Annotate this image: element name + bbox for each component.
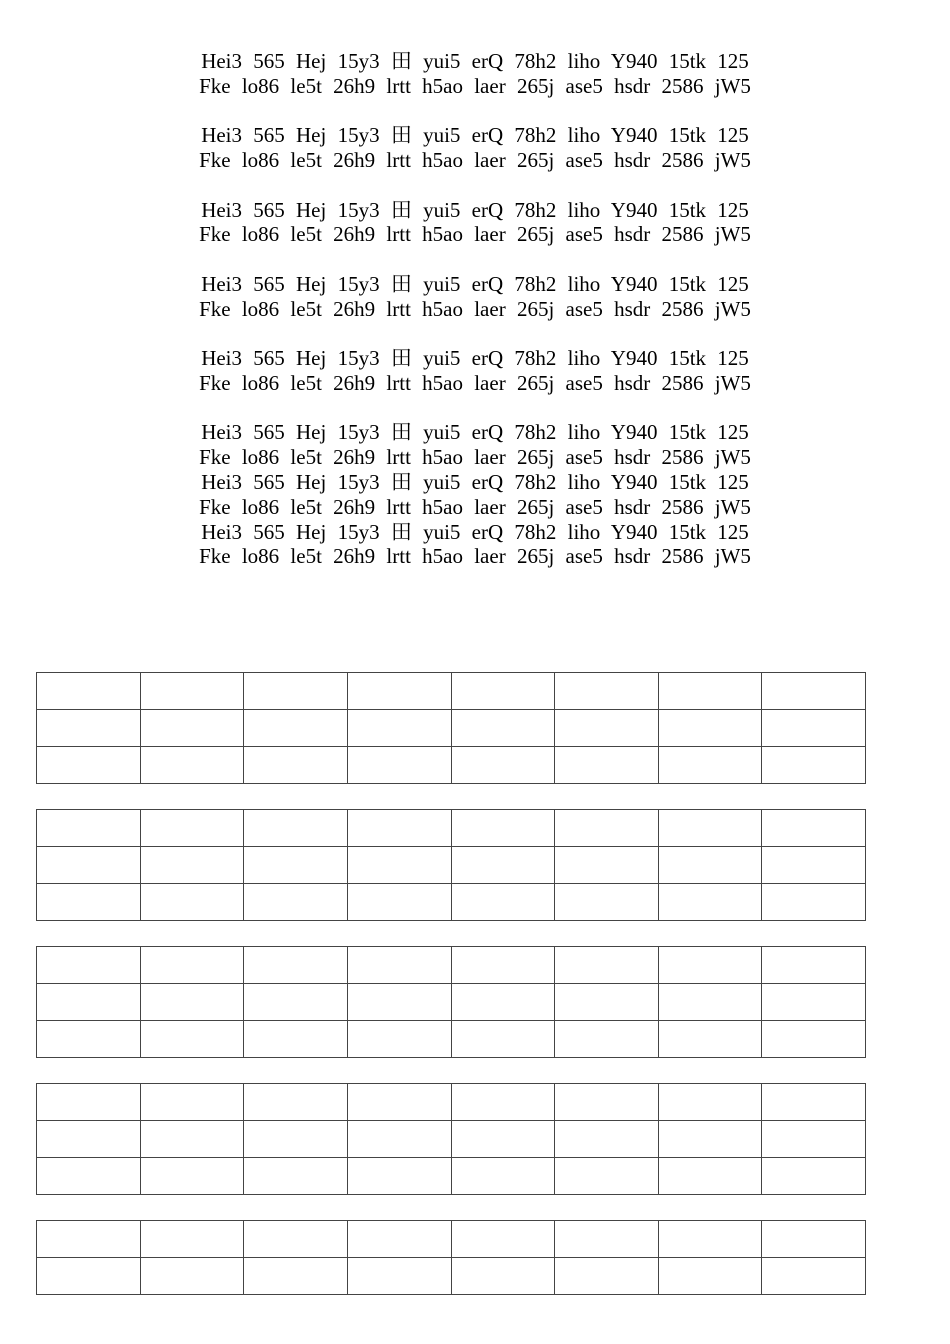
table-cell <box>555 747 659 784</box>
table-cell <box>658 1221 762 1258</box>
table-cell <box>37 1121 141 1158</box>
table-cell <box>37 673 141 710</box>
table-row <box>37 1158 866 1195</box>
table-cell <box>244 673 348 710</box>
table-cell <box>451 1084 555 1121</box>
table-cell <box>347 947 451 984</box>
table-cell <box>37 1021 141 1058</box>
table-cell <box>347 747 451 784</box>
table-cell <box>762 1158 866 1195</box>
table-cell <box>37 1158 141 1195</box>
text-line: Fke lo86 le5t 26h9 lrtt h5ao laer 265j ase5 hsdr 2586 jW5 <box>199 73 751 98</box>
table-spacer <box>36 1058 866 1083</box>
table-cell <box>37 1084 141 1121</box>
table-cell <box>347 884 451 921</box>
table-cell <box>451 710 555 747</box>
paragraph-1 <box>0 49 950 99</box>
table-cell <box>140 710 244 747</box>
table-cell <box>347 1021 451 1058</box>
text-line: Fke lo86 le5t 26h9 lrtt h5ao laer 265j ase5 hsdr 2586 jW5 <box>199 445 751 470</box>
table-cell <box>451 673 555 710</box>
table-cell <box>451 947 555 984</box>
table-cell <box>140 1021 244 1058</box>
table-cell <box>140 810 244 847</box>
table-cell <box>762 1258 866 1295</box>
table-cell <box>244 847 348 884</box>
table-cell <box>451 847 555 884</box>
table-cell <box>555 1221 659 1258</box>
table-row <box>37 884 866 921</box>
table-cell <box>37 1221 141 1258</box>
table-cell <box>244 1258 348 1295</box>
table-cell <box>555 884 659 921</box>
table-cell <box>451 1021 555 1058</box>
table-cell <box>140 1258 244 1295</box>
table-cell <box>451 1158 555 1195</box>
table-cell <box>244 1021 348 1058</box>
text-line: Fke lo86 le5t 26h9 lrtt h5ao laer 265j ase5 hsdr 2586 jW5 <box>199 370 751 395</box>
table-cell <box>244 884 348 921</box>
table-cell <box>555 1121 659 1158</box>
table-cell <box>555 1158 659 1195</box>
table-cell <box>658 847 762 884</box>
table-cell <box>37 747 141 784</box>
text-line: Hei3 565 Hej 15y3 田 yui5 erQ 78h2 liho Y940 15tk 125 <box>201 49 749 73</box>
table-cell <box>658 673 762 710</box>
text-line: Hei3 565 Hej 15y3 田 yui5 erQ 78h2 liho Y940 15tk 125 <box>201 346 749 371</box>
empty-table-2 <box>36 809 866 921</box>
table-cell <box>140 884 244 921</box>
table-row <box>37 1121 866 1158</box>
table-spacer <box>36 784 866 809</box>
table-row <box>37 710 866 747</box>
text-block <box>0 49 950 594</box>
table-cell <box>762 847 866 884</box>
table-cell <box>347 1221 451 1258</box>
table-cell <box>451 1258 555 1295</box>
table-row <box>37 847 866 884</box>
paragraph-2 <box>0 123 950 173</box>
table-cell <box>451 810 555 847</box>
table-cell <box>451 984 555 1021</box>
table-cell <box>658 810 762 847</box>
table-cell <box>658 984 762 1021</box>
table-cell <box>658 710 762 747</box>
table-cell <box>244 984 348 1021</box>
table-cell <box>658 1258 762 1295</box>
paragraph-4 <box>0 272 950 322</box>
table-cell <box>347 710 451 747</box>
table-cell <box>347 1084 451 1121</box>
table-row <box>37 673 866 710</box>
table-row <box>37 810 866 847</box>
text-line: Fke lo86 le5t 26h9 lrtt h5ao laer 265j ase5 hsdr 2586 jW5 <box>199 544 751 569</box>
table-cell <box>451 1121 555 1158</box>
table-cell <box>762 1084 866 1121</box>
table-cell <box>140 747 244 784</box>
table-cell <box>555 1258 659 1295</box>
table-cell <box>347 1121 451 1158</box>
table-cell <box>658 1158 762 1195</box>
table-cell <box>658 1084 762 1121</box>
paragraph-3 <box>0 198 950 248</box>
empty-tables-area <box>36 672 866 1295</box>
table-cell <box>762 673 866 710</box>
table-cell <box>140 1084 244 1121</box>
text-line: Hei3 565 Hej 15y3 田 yui5 erQ 78h2 liho Y940 15tk 125 <box>201 271 749 296</box>
text-line: Hei3 565 Hej 15y3 田 yui5 erQ 78h2 liho Y940 15tk 125 <box>201 420 749 445</box>
table-cell <box>244 1084 348 1121</box>
table-cell <box>37 810 141 847</box>
table-cell <box>37 847 141 884</box>
table-cell <box>347 810 451 847</box>
table-cell <box>762 1121 866 1158</box>
table-cell <box>658 747 762 784</box>
text-line: Hei3 565 Hej 15y3 田 yui5 erQ 78h2 liho Y940 15tk 125 <box>201 470 749 494</box>
paragraph-6 <box>0 420 950 569</box>
table-row <box>37 984 866 1021</box>
table-cell <box>762 884 866 921</box>
table-cell <box>762 1221 866 1258</box>
table-cell <box>140 984 244 1021</box>
table-cell <box>555 1084 659 1121</box>
text-line: Hei3 565 Hej 15y3 田 yui5 erQ 78h2 liho Y940 15tk 125 <box>201 197 749 222</box>
table-cell <box>347 673 451 710</box>
table-cell <box>658 1021 762 1058</box>
table-cell <box>347 1258 451 1295</box>
table-cell <box>762 810 866 847</box>
table-cell <box>762 747 866 784</box>
empty-table-1 <box>36 672 866 784</box>
empty-table-3 <box>36 946 866 1058</box>
table-cell <box>762 710 866 747</box>
table-cell <box>451 884 555 921</box>
table-cell <box>140 947 244 984</box>
table-cell <box>555 1021 659 1058</box>
table-cell <box>658 947 762 984</box>
table-cell <box>555 710 659 747</box>
table-cell <box>347 847 451 884</box>
table-spacer <box>36 921 866 946</box>
table-cell <box>244 810 348 847</box>
table-cell <box>347 1158 451 1195</box>
table-cell <box>244 747 348 784</box>
table-cell <box>140 847 244 884</box>
table-cell <box>37 884 141 921</box>
table-cell <box>244 710 348 747</box>
table-cell <box>555 673 659 710</box>
text-line: Fke lo86 le5t 26h9 lrtt h5ao laer 265j ase5 hsdr 2586 jW5 <box>199 494 751 519</box>
table-cell <box>244 1158 348 1195</box>
text-line: Fke lo86 le5t 26h9 lrtt h5ao laer 265j ase5 hsdr 2586 jW5 <box>199 148 751 173</box>
table-row <box>37 1021 866 1058</box>
table-row <box>37 947 866 984</box>
text-line: Fke lo86 le5t 26h9 lrtt h5ao laer 265j ase5 hsdr 2586 jW5 <box>199 222 751 247</box>
table-cell <box>658 1121 762 1158</box>
table-cell <box>140 1158 244 1195</box>
table-cell <box>37 984 141 1021</box>
table-cell <box>140 1121 244 1158</box>
table-cell <box>244 947 348 984</box>
table-cell <box>555 947 659 984</box>
table-cell <box>140 1221 244 1258</box>
table-cell <box>37 710 141 747</box>
table-cell <box>762 947 866 984</box>
table-row <box>37 1084 866 1121</box>
table-cell <box>140 673 244 710</box>
table-cell <box>555 810 659 847</box>
table-cell <box>451 747 555 784</box>
table-cell <box>244 1121 348 1158</box>
text-line: Hei3 565 Hej 15y3 田 yui5 erQ 78h2 liho Y940 15tk 125 <box>201 519 749 544</box>
table-cell <box>244 1221 348 1258</box>
table-spacer <box>36 1195 866 1220</box>
table-cell <box>762 1021 866 1058</box>
paragraph-5 <box>0 346 950 396</box>
text-line: Hei3 565 Hej 15y3 田 yui5 erQ 78h2 liho Y940 15tk 125 <box>201 123 749 148</box>
table-cell <box>347 984 451 1021</box>
empty-table-4 <box>36 1083 866 1195</box>
table-cell <box>555 984 659 1021</box>
table-cell <box>658 884 762 921</box>
text-line: Fke lo86 le5t 26h9 lrtt h5ao laer 265j ase5 hsdr 2586 jW5 <box>199 296 751 321</box>
table-cell <box>37 1258 141 1295</box>
table-row <box>37 1258 866 1295</box>
table-cell <box>555 847 659 884</box>
empty-table-5 <box>36 1220 866 1295</box>
table-row <box>37 1221 866 1258</box>
table-cell <box>762 984 866 1021</box>
table-cell <box>451 1221 555 1258</box>
table-cell <box>37 947 141 984</box>
table-row <box>37 747 866 784</box>
